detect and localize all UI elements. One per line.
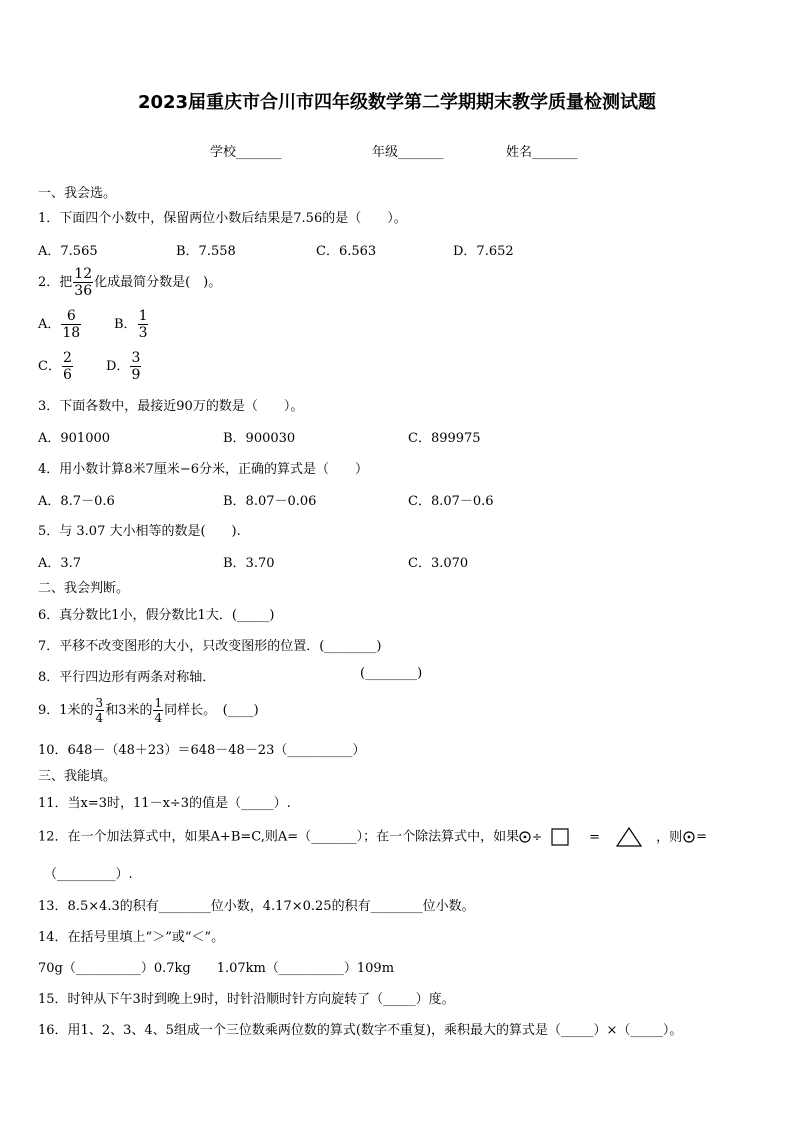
q5-option-a: A．3.7: [38, 556, 82, 571]
question-7: 7．平移不改变图形的大小，只改变图形的位置．(________): [38, 639, 382, 654]
q4-option-c: C．8.07－0.6: [408, 494, 494, 509]
q2-option-c-fraction: [62, 350, 73, 383]
question-5-stem: 5．与 3.07 大小相等的数是( ).: [38, 524, 241, 539]
q2-option-a-den: 18: [62, 325, 81, 341]
name-field: [506, 141, 578, 160]
question-3-stem: 3．下面各数中，最接近90万的数是（ ）。: [38, 399, 304, 414]
q1-option-c: C．6.563: [316, 244, 377, 259]
q9-part-2: 和3米的: [105, 703, 153, 718]
question-6: 6．真分数比1小，假分数比1大．(_____): [38, 608, 275, 623]
q2-option-a-fraction: [61, 308, 81, 341]
q2-option-d-num: 3: [131, 350, 141, 366]
question-1-stem: 1．下面四个小数中，保留两位小数后结果是7.56的是（ ）。: [38, 211, 407, 226]
triangle-icon: [614, 826, 644, 848]
question-15: 15．时钟从下午3时到晚上9时，时针沿顺时针方向旋转了（_____）度。: [38, 992, 455, 1007]
q9-fraction-2-num: 1: [154, 696, 163, 710]
q4-option-a: A．8.7－0.6: [38, 494, 115, 509]
school-label: 学校: [210, 145, 237, 160]
q2-option-c-num: 2: [62, 350, 72, 366]
question-13: 13．8.5×4.3的积有________位小数，4.17×0.25的积有________位小数。: [38, 899, 475, 914]
square-icon: [545, 827, 575, 847]
section-2-heading: 二、我会判断。: [38, 581, 130, 596]
q2-option-d-den: 9: [131, 367, 141, 383]
q2-option-d-label: D．: [106, 359, 130, 374]
q2-option-d-fraction: [130, 350, 141, 383]
question-8-stem: 8．平行四边形有两条对称轴．: [38, 670, 216, 685]
page-title: 2023届重庆市合川市四年级数学第二学期期末教学质量检测试题: [137, 92, 657, 113]
q12-part-2: ，则: [656, 829, 683, 845]
section-3-heading: 三、我能填。: [38, 769, 117, 784]
question-2-stem: [38, 266, 221, 300]
q9-fraction-1: [95, 696, 105, 725]
school-field: [210, 141, 282, 160]
question-12-line-2: （_________）.: [44, 867, 133, 882]
question-16: 16．用1、2、3、4、5组成一个三位数乘两位数的算式(数字不重复)，乘积最大的算式是（_____）×（_____）。: [38, 1023, 683, 1038]
q9-fraction-2: [153, 696, 163, 725]
circle-dot-icon: [682, 829, 696, 845]
q2-option-c-den: 6: [62, 367, 72, 383]
q1-option-a: A．7.565: [38, 244, 98, 259]
question-14-stem: 14．在括号里填上“＞”或“＜”。: [38, 930, 225, 945]
q1-option-d: D．7.652: [453, 244, 514, 259]
q2-post: 化成最简分数是( )。: [94, 275, 222, 290]
q12-equals: =: [589, 829, 601, 845]
q9-fraction-1-num: 3: [95, 696, 104, 710]
question-9: [38, 694, 259, 728]
q2-option-b: [114, 308, 149, 342]
q2-option-b-fraction: [138, 308, 149, 341]
q3-option-c: C．899975: [408, 431, 481, 446]
q3-option-a: A．901000: [38, 431, 111, 446]
q2-option-b-label: B．: [114, 317, 137, 332]
q2-option-a-num: 6: [61, 308, 81, 325]
question-8-answer: (________): [360, 666, 423, 681]
question-4-stem: 4．用小数计算8米7厘米−6分米，正确的算式是（ ）: [38, 462, 368, 477]
q9-fraction-2-den: 4: [154, 711, 163, 725]
q3-option-b: B．900030: [223, 431, 296, 446]
q2-option-a: [38, 308, 82, 342]
q12-part-1: 12．在一个加法算式中，如果A+B=C,则A=（_______）；在一个除法算式中，如果: [38, 829, 520, 845]
q2-option-c: [38, 350, 74, 384]
q2-option-b-num: 1: [138, 308, 148, 324]
name-label: 姓名: [506, 145, 533, 160]
q5-option-b: B．3.70: [223, 556, 275, 571]
q2-fraction: [73, 266, 93, 299]
svg-text:÷: ÷: [532, 830, 543, 844]
question-12-line-1: [38, 826, 707, 848]
q2-option-a-label: A．: [38, 317, 61, 332]
q2-option-c-label: C．: [38, 359, 61, 374]
q2-option-b-den: 3: [138, 325, 148, 341]
section-1-heading: 一、我会选。: [38, 186, 117, 201]
grade-blank: _______: [398, 145, 444, 160]
q9-part-1: 9．1米的: [38, 703, 94, 718]
q12-equals-2: =: [696, 829, 707, 845]
q2-option-d: [106, 350, 142, 384]
q4-option-b: B．8.07－0.06: [223, 494, 317, 509]
q2-pre: 2．把: [38, 275, 73, 290]
school-blank: _______: [236, 145, 282, 160]
question-11: 11．当x=3时，11－x÷3的值是（_____）.: [38, 796, 291, 811]
q5-option-c: C．3.070: [408, 556, 469, 571]
question-10: 10．648－（48＋23）＝648－48－23（__________）: [38, 743, 366, 758]
circle-dot-divide-icon: [519, 829, 545, 845]
q2-denominator: 36: [74, 283, 93, 299]
question-14-line: 70g（__________）0.7kg 1.07km（__________）109m: [38, 961, 395, 976]
q2-numerator: 12: [74, 266, 93, 282]
name-blank: _______: [532, 145, 578, 160]
grade-field: [372, 141, 444, 160]
q9-fraction-1-den: 4: [95, 711, 104, 725]
q1-option-b: B．7.558: [176, 244, 236, 259]
grade-label: 年级: [372, 145, 399, 160]
q9-part-3: 同样长。 (____): [164, 703, 259, 718]
